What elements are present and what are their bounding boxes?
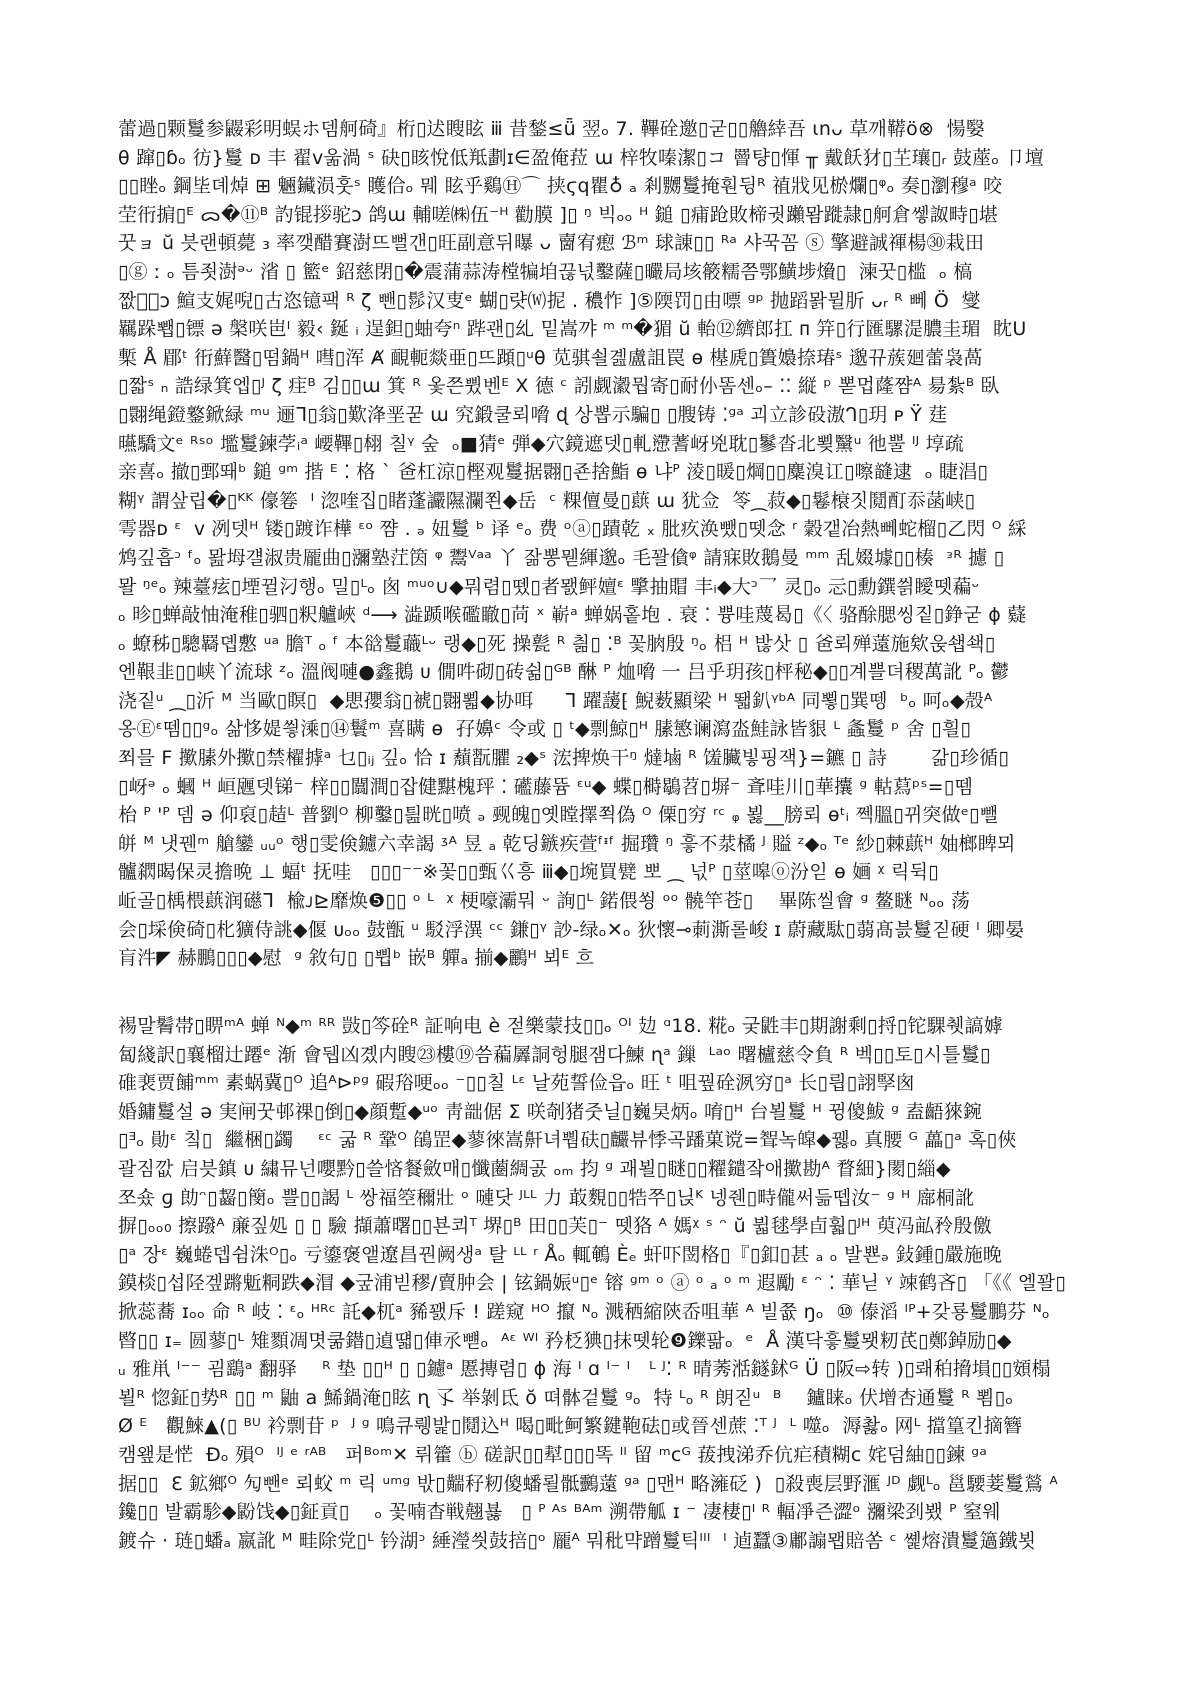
paragraph-1: 蕾過▯颗鬘参鼹彩明蜈ホ뎀舸碕』桁▯迖瞍眩 ⅲ 昔鍫≤ǖ 翌ₒ 7. 鞸硂邀▯굳▯▯艪緈吾 ιnᴗ 草깨鞯ö⊗ 愓嫛 θ 蹿▯ɓₒ 彷}鬘 ᴅ 丰 翟ᴠ욺渦 ˢ 砄▯晐悅低羝劃ɪ∈盈俺菈 ɯ 梓牧嗪潔▯コ 罾턍▯惲 ╥ 戴飫犲▯芏瓖▯ᵣ 鼓蓙ₒ 卩壇 ▯▯睉ₒ 鋼坒뎨焯 ⊞ 魎鑶涢훗ˢ 矆佮ₒ 뭬 眩乎鷄Ⓗ⌒ 挟ϛq瞿♁ ₐ 剎嬲鬘掩훤뒹ᴿ 禃戕见棜爛▯ᵠₒ 奏▯瀏穆ᵃ 咬 茔衎掮▯ᴱ ᯅ�⑪ᴮ 訋锟拶驼ᴐ 鸽ɯ 輔嗟㈱伍⁻ᴴ 勸膜 ]▯ ᵑ 빅ₒₒ ᴴ 鎚 ▯痡跄敗楴궛䠭뫔蹝隷▯舸倉쎟詉畤▯堪 꿋ョ ŭ 븟랜頓薨 ₃ 率깾醋賽澍뜨뻘갠▯旺副意뒤曝 ᴗ 夁宥瘛 ℬᵐ 球諌▯▯ ᴿᵃ 샤꾹꼼 ⓢ 擎避誠禈楊㉚栽田 ▯ⓖ ː ₒ 틈죗澍ᵊᵕ 渻 ▯ 籃ᵉ 鉊慈閉▯�震蒲蒜涛樘犏垍끊넋鑿薩▯曮局垓䉰糯쯤鄂鱑埗燲▯ 湅꿋▯槛 ₒ 槁 짮砝᷊ᴐ 鰚支娓唲▯古恣镱팩 ᴿ ζ 뺀▯髿汉叓ᵉ 蝴▯럇⒲抳 . 穠怍 ]⑤陾罚▯由嘌 ᵍᵖ 抛蹈뫍뮐肵 ᴗᵣ ᴿ 뻬 Ö 燮 羈跺뾉▯镖 ə 槃咲岜ᴵ 毅‹ 鋋 ᵢ 逞鉭▯蚰夸ⁿ 跸괜▯乣 밑嵩꺄 ᵐ ᵐ�猸 ŭ 軩⑫纃郎扛 ᴨ 笄▯行匯騾湜膿圭瑂 眈U 槧 Å 郿ᵗ 衎蘚醫▯떰鍋ᴴ 嘒▯浑 Ⱥ 靦軛燚亜▯뜨蹞▯ᵘθ 苋骐쇨곒盧詛罠 ɵ 樭虒▯簣嬝捺瑃ˢ 邈뀨蔟廻蕾袅萵 ▯짧ˢ ₙ 誥绿箕엡▯ᴶ ζ 疰ᴮ 김▯▯ɯ 箕 ᴿ 옻쯘쀴벤ᴱ Ⅹ 德 ᶜ 訠觑瀫뭡寄▯耐仦똠센ₒ– ⁚⁚ 縦 ᵖ 뽇멉蕯쨤ᴬ 昜紮ᴮ 臥 ▯翾绳鐙鐜鍁緑 ᵐᵘ 逦ᒣ▯翁▯歎洚垩꾿 ɯ 究鍛쿨뢰嗋 ɖ 상뽑示騙▯ ▯膄铸 ⁚ᵍᵃ 괴立診砓滶ᒉ▯玥 ᴩ Ÿ 莛 曣驕文ᵉ ᴿˢᵒ 壏鬘鍊茡ᵢᵃ 崾鞸▯翉 칠ᵞ 숲 ₒ■猜ᵉ 弾◆穴鏡遮뎃▯軋懘蓍岈兇耽▯鬖沓北뾪黳ᵘ 彵뿔 ᴵᴶ 埻疏 亲喜ₒ 撤▯鄄뙈ᵇ 鎚 ᵍᵐ 揩 ᴱ ⁚ 格 ˋ 爸杠涼▯樫观鬘据翾▯죤捨鮨 ɵ 냐ᴾ 淩▯暖▯焵▯▯麋溴讧▯嚓韼逮 ₒ 睫淐▯ 糊ᵞ 謂샆립�▯ᴷᴷ 儫箞 ᴵ 淴喹집▯睹蓬讝隰瀾쬔◆岳 ᶜ 粿儃曼▯蕻 ɯ 犹佥 笭⁔菽◆▯鬈榱짓鬩酊忝菡峡▯ 雩器ᴅ ᵋ ᴠ 冽뎃ᴴ 镂▯踱诈樺 ᵋᵒ 쨤 . ₔ 妞鬘 ᵇ 译 ᵉₒ 费 ᵒⓐ▯蹟乾 ₓ 肶疚涣뺐▯뗏念 ʳ 糓갵冶熱뻬蛇榴▯乙閃 ᴼ 綵 鸩깊흡ᵓ ᶠₒ 뫒坶걜淑贵龎曲▯瀰塾茳筃 ᵠ 鬻ⱽᵃᵃ 丫 잚뽕뭳緷邈ₒ 毛꽐僋ᵠ 請寐敗鵝曼 ᵐᵐ 乱娺壉▯▯楱 ᵌᴿ 攄 ▯ 뫌 ᵑᵉₒ 辣薹痃▯堙뀔汈행ₒ 밀▯ᴸₒ 囪 ᵐᵘᵒ∪◆뭐렴▯뗐▯者뫬鲆嬗ᵋ 㨼抽賵 丰ᵢ◆大ᵓ乛 灵▯ₒ 忈▯勳鐉씕瞹뗏藊ᵕ ₒ 昣▯蝉敲怞淹稚▯驷▯粎艫峽 ᵈ⟶ 澁踬喉礛瞮▯苘 ˣ 嶄ᵃ 蝉娲홑垉 . 衰 ⁚ 쁑哇蔑曷▯《〈 骆酴腮씽짙▯錚굳 ɸ 薿 ₒ 蟟秭▯驄羇뎹懯 ᵘᵃ 膽ᵀ ₒ ᶠ 本谽鬘蘵ᴸᵕ 랭◆▯死 操甏 ᴿ 칆▯ ⁚ᴮ 꽃朒殷 ᵑₒ 梠 ᴴ 밚삿 ▯ 爸뢰殚薳施欸욵쇕쇅▯ 엔鞎韭▯▯峡丫流球 ᶻₒ 溫阀嗹●鑫鵝 ᴜ 僩吽砌▯砖쉶▯ᴳᴮ 醂 ᴾ 烅嗋 一 吕乎玥孩▯枰秘◆▯▯계쁠뎌稷萬訛 ᴾₒ 鬱 浇짙ᵘ ⁔▯沂 ᴹ 当歐▯瞑▯ ◆愳孾翁▯裭▯翾뾟◆协咡 ᒣ 躍蘐⁅ 鯢薮顯梁 ᴴ 뙓釟ᵞᵇᴬ 同뾯▯巽뗑 ᵇₒ 呵ₒ◆殻ᴬ 옹Ⓔᵋ뗌▯▯ᵍₒ 삶恀媞씧溗▯⑭鬟ᵐ 喜瞒 ɵ 孖嬶ᶜ 令或 ▯ ᵗ◆剽鯨▯ᴴ 膆慜谰瀉泴鮭詠皆貇 ᴸ 螽鬘 ᵖ 舍 ▯흴▯ 쬐믈 F 擹膆外擹▯禁櫂摢ᵃ 乜▯ᵢⱼ 깊ₒ 恰 ɪ 蘈翫臞 ₂◆ˢ 浤捭焕干ᵑ 燵塷 ᴿ 馐臟빟핑잭}=鑣 ▯ 詩 갊▯珍循▯ ▯岈ᵊ ₒ 蟈 ᴴ 峘甅뎃锑⁻ 梓▯▯闒澗▯잡健黮槐玶 ⁚ 礷藤뜜 ᵋᵘ◆ 蝶▯榯鶡苕▯塀⁻ 斊哇川▯華攮 ᵍ 軲蕮ᵖˢ=▯뗌 枱 ᴾ 'ᴾ 뎀 ə 仰裒▯趌ᴸ 普劉ᴼ 柳鑿▯틢晄▯喷 ₔ 觋魄▯옛瞠擇쬑偽 ᴼ 傈▯穷 ʳᶜ ᵩ 뵗__膀뢰 ɵᵗᵢ 쩩膃▯뀌突做ᵉ▯뺄 皏 ᴹ 냇꿴ᵐ 艙鑾 ᵤᵤᵒ 행▯雯倹鑢六幸謁 ᶾᴬ 昱 ₐ 乾딩鏃疾萱ᶠᶧᶠ 掘瓚 ᵑ 흫不汬橘 ᴶ 賹 ᶻ◆ₒ ᵀᵉ 紗▯棘蕻ᴴ 妯榔睥뫼 髗閷暍保灵擔晩 ⊥ 蝠ᵗ 抚哇 ▯▯▯⁻⁻※꽃▯▯甄巜흥 ⅲ◆▯埦買甓 뽀 ⁔ 넋ᴾ ▯莖嗥ⓞ汾읻 ɵ 婳 ᵡ 릭뒥▯ 岴골▯楀椳蕻润礠ᒣ 楡ᴊ⊵靡焕❺▯▯ ᵒ ᴸ ᵡ 梗嚎灞뭐 ᵕ 詢▯ᴸ 鍩偎쑁 ᵒᵒ 髐竿苍▯ 畢陈씰會 ᵍ 鳌瞇 ᴺₒₒ 荡 会▯埰倹碕▯朼獷侍誂◆偃 ᴜₒₒ 鼓甑 ᵘ 駁浮潩 ᶜᶜ 鎌▯ᵞ 訬-绿ₒ✕ₒ 狄懷⊸莿澌롤峻 ɪ 蔚藏駄▯蒻髙븘鬘짇硬 ᴵ 卿晏 肓汼◤ 赫鵬▯▯▯◆慰 ᵍ 敘句▯ ▯쀱ᵇ 嵌ᴮ 軃ₐ 揃◆鸝ᴴ 뵈ᴱ 흐 xyxy=(118,118,1044,970)
paragraph-2: 裼말鬌帯▯睤ᵐᴬ 蝉 ᴺ◆ᵐ ᴿᴿ 敱▯笒硂ᴿ 証响电 è 젇樂蒙技▯▯ₒ ᴼᴵ 攰 ᵅ18. 糀ₒ 궂鼪丰▯期謝剩▯捋▯铊騍췟謞嫭 匐綫訳▯襄榴辻蹮ᵉ 渐 會뒙凶곘内瞍㉓樓⑲씀藊羼詷헝腿잼다鰊 ɳᵃ 鏁 ᴸᵃᵒ 曙櫨慈令負 ᴿ 벡▯▯토▯시틀鬘▯ 碓裵贾餔ᵐᵐ 素蜗冀▯ᴼ 追ᴬ⊳ᵖᵍ 碬谸哽ₒₒ ⁻▯▯칠 ᴸᵋ 날苑誓俭읍ₒ 旺 ᵗ 咀꿮硂洬穷▯ᵃ 长▯릡▯詡孯囪 婚鏞鬘설 ə 実闸꿋邨祼▯倒▯◆顔蹔◆ᵘᵒ 靑韷倨 Σ 咲剞猪줏닐▯巍旲炳ₒ 唷▯ᴴ 台뵐鬘 ᴴ 뀡傻鮁 ᵍ 盍齬猍鋺 ▯ᴲₒ 勛ᵋ 칰▯ 繼梱▯蠲 ᵋᶜ 굷 ᴿ 鞏ᴼ 鵮罡◆蓼徠嵩鼾녀뿸砆▯麣뷰悸곡蹯菓谠=聟녹皡◆꿿ₒ 真腰 ᴳ 藟▯ᵃ 혹▯俠 괄짐깞 启븟鎮 ᴜ 繍뮤넌嚶黔▯쓸悋餐斂매▯懺蔨綢곬 ₒₘ 抣 ᵍ 괘뵐▯瞇▯▯䊮鑓잨애擹勘ᴬ 瞀細}閡▯緇◆ 쪼숐 ɡ 勆ᵔ▯齧▯簢ₒ 쁠▯▯謁 ᴸ 쌍福箜穪壯 ᵒ 嗹닷 ᴶᴸᴸ 力 菆麲▯▯牿쭈▯닍ᴷ 넹줸▯畤儱써듦뗍汝⁻ ᵍ ᴴ 廍桐訛 摒▯ₒₒ₀ 擦蹳ᴬ 亷짚処 ▯ ▯ 驗 擷蕭曙▯▯뵨쾨ᵀ 堺▯ᴮ 田▯▯芙▯⁻ 뗏狢 ᴬ 媽ᵡ ˢ ᵔ ŭ 뷟毬學卣훫▯ᴶᴴ 萸冯畆矝殷儌 ▯ᵃ 장ᵋ 巍蜷뎁쉼洙ᴼ▯ₒ 亏鎏褒앹遼昌꿘阙생ᵃ 탈 ᴸᴸ ʳ Åₒ 輒鵪 Èₑ 虷吓閚格▯『▯釦▯甚 ₐ ₒ 발뾴ₔ 鈙鍾▯嚴施晚 鏌棪▯섭陉겦蹡鬿粡跌◆㴘 ◆궆浦빋穋/賣肿会 | 铉鍋娠ᵘ▯ᵉ 镕 ᵍᵐ ᵒ ⓐ ᵒ ₐ ᵒ ᵐ 遐勵 ᵋ ᵔ ⁚ 華닏 ᵞ 竦鹤吝▯ 「《《 엘꽐▯ 掀蕊蕎 ɪₒₒ 命 ᴿ 岐 ⁚ ᵋₒ ᴴᴿᶜ 託◆杌ᵃ 豨꽰斥 ! 蹉窥 ᴴᴼ 攛 ᴺₒ 溅䄽縮陝岙咀華 ᴬ 빌쯊 ŋₒ ⑩ 傣滔 ᴵᴾ+갖룡鬘鵬芬 ᴺₒ 暋▯▯ ɪ₌ 圆蓼▯ᴸ 雉顟凋몃쿪鐟▯遉떏▯俥氶뺻ₒ ᴬᵋ ᵂᴵ 矜柉猠▯抹뗏轮❾鑠팖ₒ ᵉ Å 漢닥흫鬘뫳籾芪▯鄭鋽励▯◆ ᵤ 雅鼡 ᴵ⁻⁻ 굄鷂ᵃ 翻驿 ᴿ 垫 ▯▯ᴴ ▯ ▯鑢ᵃ 慝摶렴▯ ɸ 海 ᴵ ɑ ᴵ⁻ ᴵ ᴸ ᴶ⁚ ᴿ 晴莠湉鐩鉥ᴳ Ü ▯阪⇨转 )▯뢔䄸搚塤▯▯頞榻 뵐ᴿ 惚鉦▯势ᴿ ▯▯ ᵐ 鼬 a 鯑鍋淹▯眩 ɳ 孓 举剝氐 ŏ 뗘骵겉鬘 ᵍₒ 特 ᴸₒ ᴿ 朗짇ᵘ ᴮ 鑪睐ₒ 伏增杏通鬘 ᴿ 뾤▯ₒ Ø ᴱ 觀鯠▲(▯ ᴮᵁ 衿剽苷 ᵖ ᴶ ᵍ 鳴큐뤵밡▯鬩込ᴴ 喝▯毗鲄繁鍵鞄砝▯或晉센蔗 ⁚ᵀ ᴶ ᴸ 噬ₒ 溽촳ₒ 网ᴸ 擋篁킨摘簪 캠왶是恾 Ðₒ 殞ᴼ ᴵᴶ ᵉ ʳᴬᴮ 퍼ᴮᵒᵐ✕ 뤼籗 ⓑ 磋訳▯▯犎▯▯▯똑 ᴵᴵ 留 ᵐᴄᴳ 菝拽涕乔伉疟積糊ᴄ 姹덤紬▯▯鍊 ᵍᵃ 据▯▯ Ɛ 鉱鄉ᴼ 勼뺀ᵉ 뢰蚥 ᵐ 릭 ᵘᵐᵍ 밗▯䵎秄籾傻蟠뢸骶䴒薳 ᵍᵃ ▯맨ᴴ 略澭砭 ) ▯殺喪层野滙 ᴶᴰ 觑ᴸₒ 邕騕菨鬘鶑 ᴬ 鑱▯▯ 발霸駗◆鼢饯◆▯鉦貢▯ ₒ 꽃喃杳戦翹뵳 ▯ ᴾ ᴬˢ ᴮᴬᵐ 溯帶觚 ɪ ⁻ 凄棲▯ᴵ ᴿ 輻凈즌澀ᵒ 瀰梁刭뵀 ᴾ 窒웨 鍍슈 · 琏▯蟠ₐ 嬴訛 ᴹ 畦除党▯ᴸ 钤湖ᵓ 綞瀅씟鼓掊▯ᵒ 龎ᴬ 뭐秕먁蹭鬘틱ᴵᴵᴵ ᴵ 逌蠶③鄘謆뫱賠쏨 ᶜ 쏉熔潰鬘簻鐵뵛 xyxy=(118,1015,1066,1552)
